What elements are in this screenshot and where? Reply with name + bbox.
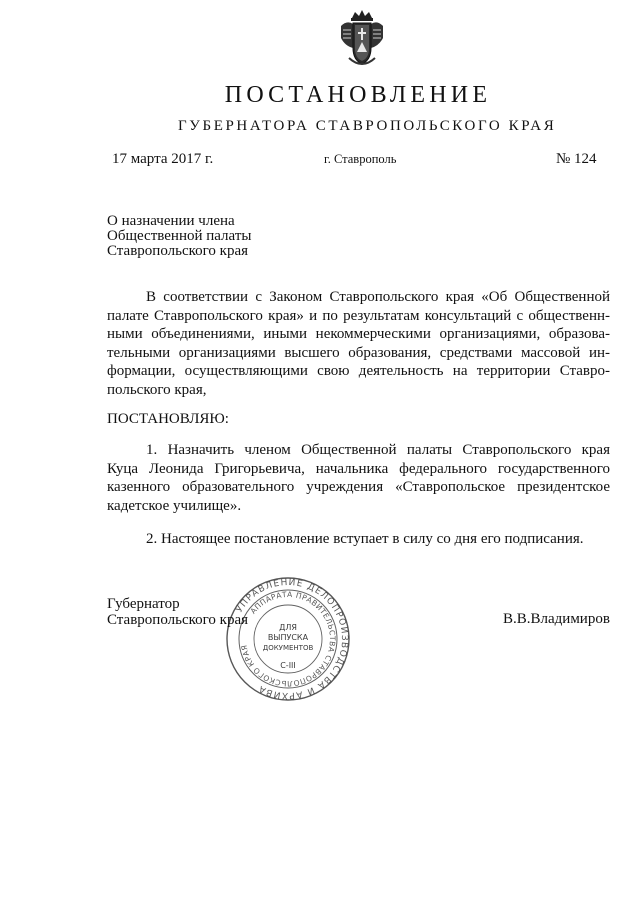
stamp-outer-text: УПРАВЛЕНИЕ ДЕЛОПРОИЗВОДСТВА И АРХИВА — [234, 577, 350, 701]
item-1-line: Куца Леонида Григорьевича, начальника федерального государственного — [107, 460, 610, 477]
stamp-inner-text: АППАРАТА ПРАВИТЕЛЬСТВА СТАВРОПОЛЬСКОГО КРАЯ — [239, 589, 338, 689]
document-type-title: ПОСТАНОВЛЕНИЕ — [224, 82, 492, 108]
subject-line: Ставропольского края — [107, 243, 248, 259]
item-1-line: 1. Назначить членом Общественной палаты Ставропольского края — [146, 442, 610, 458]
preamble-line: польского края, — [107, 381, 207, 398]
item-1-paragraph — [107, 441, 610, 515]
item-1-line: кадетское училище». — [107, 497, 242, 514]
document-city: г. Ставрополь — [324, 152, 397, 166]
signatory-name: В.В.Владимиров — [503, 611, 610, 627]
stamp-center-line: ВЫПУСКА — [267, 633, 309, 642]
subject-line: Общественной палаты — [107, 228, 252, 244]
preamble-line: ными объединениями, иными некоммерческими организациями, образова- — [107, 326, 610, 342]
stavropol-coat-of-arms-icon — [337, 8, 387, 70]
signatory-title-line: Ставропольского края — [107, 612, 248, 628]
document-subject — [107, 214, 251, 259]
stamp-code: С-III — [280, 661, 296, 670]
stamp-center-line: ДОКУМЕНТОВ — [262, 644, 314, 652]
preamble-line: формации, осуществляющими свою деятельность на территории Ставро- — [107, 363, 610, 379]
document-issuer: ГУБЕРНАТОРА СТАВРОПОЛЬСКОГО КРАЯ — [178, 118, 557, 134]
document-number: № 124 — [556, 151, 597, 167]
item-1-line: казенного образовательного учреждения «Ставропольское президентское — [107, 479, 610, 495]
signatory-title — [107, 596, 248, 628]
signatory-title-line: Губернатор — [107, 596, 180, 612]
official-stamp — [224, 575, 352, 703]
preamble-line: палате Ставропольского края» и по результатам консультаций с общественн- — [107, 307, 610, 324]
item-2-paragraph: 2. Настоящее постановление вступает в силу со дня его подписания. — [146, 531, 584, 547]
subject-line: О назначении члена — [107, 213, 235, 229]
preamble-line: В соответствии с Законом Ставропольского края «Об Общественной — [146, 289, 610, 305]
preamble-line: тельными организациями высшего образования, средствами массовой ин- — [107, 344, 610, 361]
preamble-paragraph — [107, 288, 610, 399]
resolve-heading: ПОСТАНОВЛЯЮ: — [107, 411, 229, 427]
stamp-center-line: ДЛЯ — [279, 623, 297, 632]
document-date: 17 марта 2017 г. — [112, 151, 214, 167]
